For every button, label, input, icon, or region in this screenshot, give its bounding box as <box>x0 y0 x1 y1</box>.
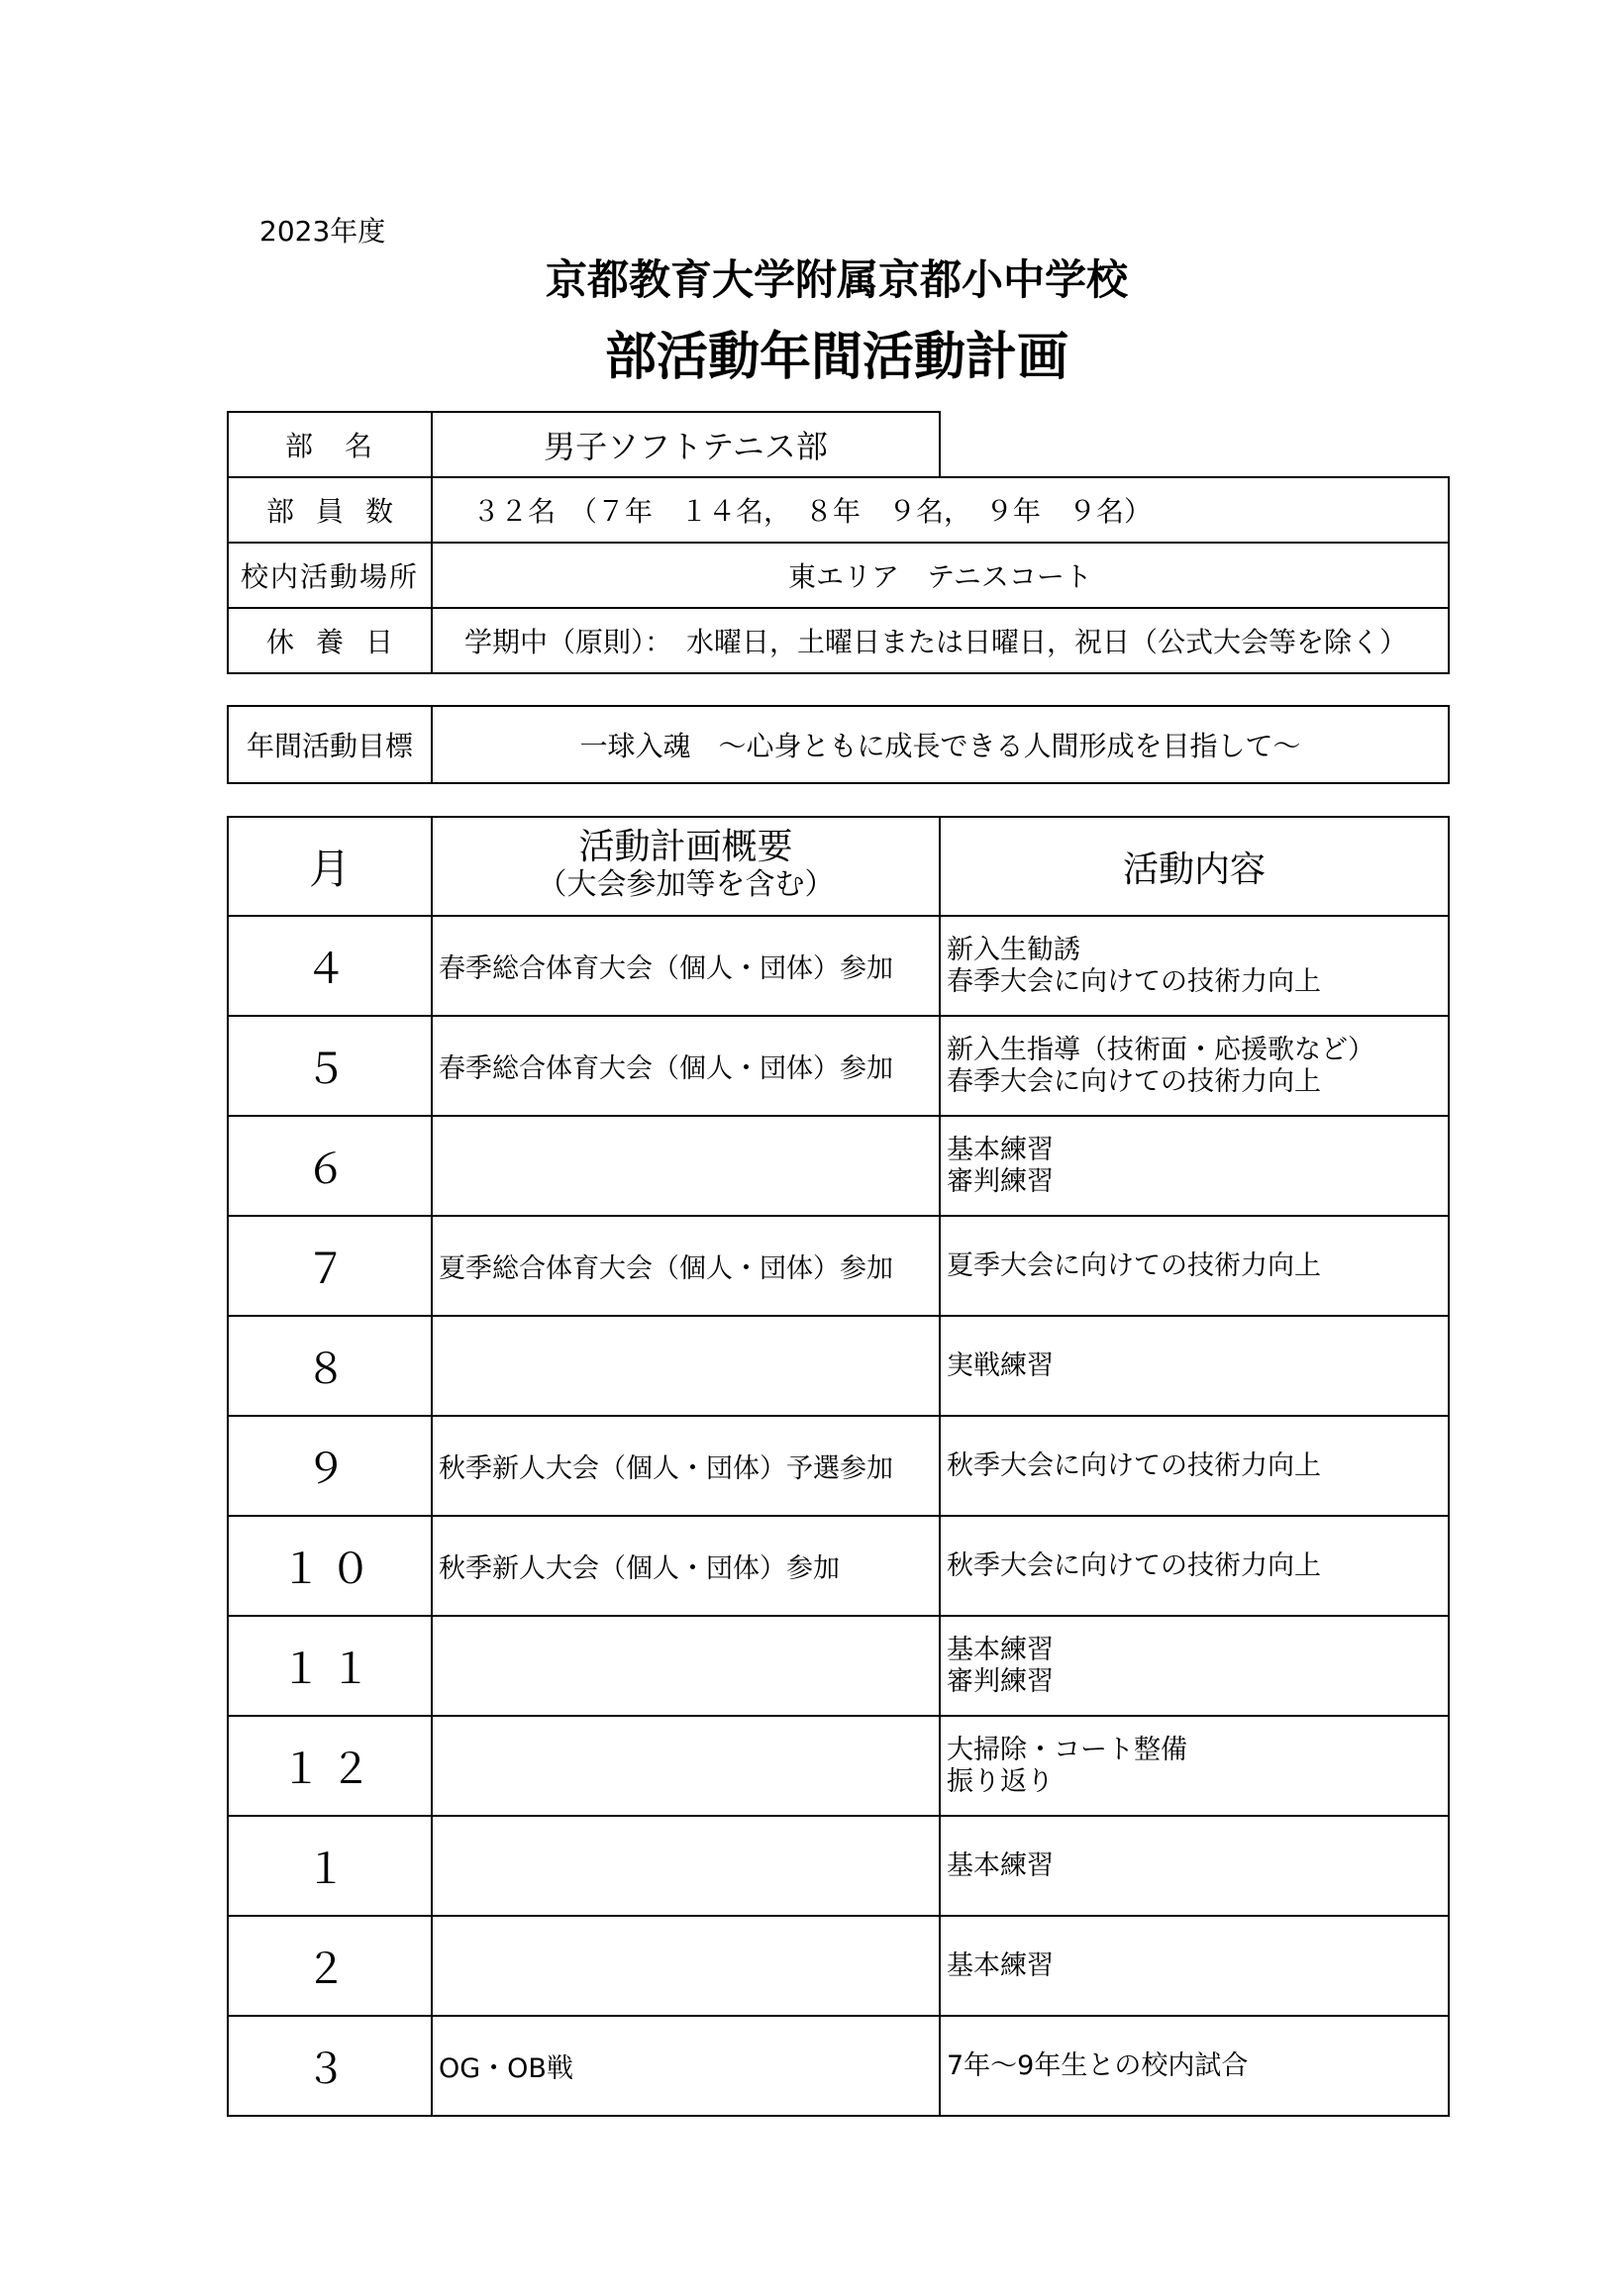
summary-header-main: 活動計画概要 <box>578 827 793 867</box>
summary-cell: OG・OB戦 <box>432 2016 940 2116</box>
summary-cell <box>432 1116 940 1216</box>
summary-cell: 秋季新人大会（個人・団体）参加 <box>432 1516 940 1616</box>
place-value: 東エリア テニスコート <box>432 543 1449 608</box>
members-row <box>228 477 1449 543</box>
content-cell: 基本練習 審判練習 <box>940 1116 1449 1216</box>
content-cell: 夏季大会に向けての技術力向上 <box>940 1216 1449 1316</box>
summary-cell: 春季総合体育大会（個人・団体）参加 <box>432 916 940 1016</box>
table-row <box>228 1516 1449 1616</box>
table-row <box>228 1416 1449 1516</box>
month-cell: ６ <box>228 1116 432 1216</box>
table-row <box>228 1716 1449 1816</box>
content-cell: 新入生指導（技術面・応援歌など） 春季大会に向けての技術力向上 <box>940 1016 1449 1116</box>
content-cell: 基本練習 <box>940 1916 1449 2016</box>
summary-cell <box>432 1616 940 1716</box>
fiscal-year: 2023年度 <box>259 215 386 248</box>
month-cell: ３ <box>228 2016 432 2116</box>
content-cell: 秋季大会に向けての技術力向上 <box>940 1516 1449 1616</box>
month-header: 月 <box>228 817 432 916</box>
annual-goal-row <box>228 706 1449 783</box>
summary-header-sub: （大会参加等を含む） <box>537 867 835 902</box>
month-cell: １０ <box>228 1516 432 1616</box>
rest-day-label: 休養日 <box>228 608 432 673</box>
content-header: 活動内容 <box>940 817 1449 916</box>
content-cell: 7年～9年生との校内試合 <box>940 2016 1449 2116</box>
month-cell: ４ <box>228 916 432 1016</box>
club-name-value: 男子ソフトテニス部 <box>432 412 940 477</box>
month-cell: ９ <box>228 1416 432 1516</box>
annual-goal-value: 一球入魂 ～心身ともに成長できる人間形成を目指して～ <box>432 706 1449 783</box>
monthly-plan-table <box>227 816 1450 2117</box>
club-name-label: 部 名 <box>228 412 432 477</box>
content-cell: 秋季大会に向けての技術力向上 <box>940 1416 1449 1516</box>
content-cell: 新入生勧誘 春季大会に向けての技術力向上 <box>940 916 1449 1016</box>
table-row <box>228 1616 1449 1716</box>
summary-cell: 夏季総合体育大会（個人・団体）参加 <box>432 1216 940 1316</box>
plan-header-row <box>228 817 1449 916</box>
club-info-table <box>227 411 1450 674</box>
place-row <box>228 543 1449 608</box>
table-row <box>228 1916 1449 2016</box>
blank-cell <box>940 412 1449 477</box>
summary-cell <box>432 1916 940 2016</box>
month-cell: １２ <box>228 1716 432 1816</box>
table-row <box>228 1216 1449 1316</box>
table-row <box>228 1116 1449 1216</box>
members-label: 部員数 <box>228 477 432 543</box>
content-cell: 実戦練習 <box>940 1316 1449 1416</box>
summary-header <box>432 817 940 916</box>
summary-cell: 春季総合体育大会（個人・団体）参加 <box>432 1016 940 1116</box>
month-cell: １１ <box>228 1616 432 1716</box>
summary-cell <box>432 1316 940 1416</box>
place-label: 校内活動場所 <box>228 543 432 608</box>
summary-cell <box>432 1816 940 1916</box>
document-title: 部活動年間活動計画 <box>604 328 1068 387</box>
annual-goal-label: 年間活動目標 <box>228 706 432 783</box>
month-cell: １ <box>228 1816 432 1916</box>
club-name-row <box>228 412 1449 477</box>
table-row <box>228 916 1449 1016</box>
month-cell: ５ <box>228 1016 432 1116</box>
table-row <box>228 1316 1449 1416</box>
table-row <box>228 1016 1449 1116</box>
month-cell: ７ <box>228 1216 432 1316</box>
plan-body <box>228 916 1449 2116</box>
members-value: ３２名 （７年 １４名， ８年 ９名， ９年 ９名） <box>432 477 1449 543</box>
month-cell: ８ <box>228 1316 432 1416</box>
school-name: 京都教育大学附属京都小中学校 <box>545 255 1128 304</box>
content-cell: 基本練習 <box>940 1816 1449 1916</box>
rest-day-value: 学期中（原則）： 水曜日，土曜日または日曜日，祝日（公式大会等を除く） <box>432 608 1449 673</box>
summary-cell: 秋季新人大会（個人・団体）予選参加 <box>432 1416 940 1516</box>
content-cell: 基本練習 審判練習 <box>940 1616 1449 1716</box>
content-cell: 大掃除・コート整備 振り返り <box>940 1716 1449 1816</box>
rest-day-row <box>228 608 1449 673</box>
table-row <box>228 1816 1449 1916</box>
table-row <box>228 2016 1449 2116</box>
month-cell: ２ <box>228 1916 432 2016</box>
annual-goal-table <box>227 705 1450 784</box>
summary-cell <box>432 1716 940 1816</box>
